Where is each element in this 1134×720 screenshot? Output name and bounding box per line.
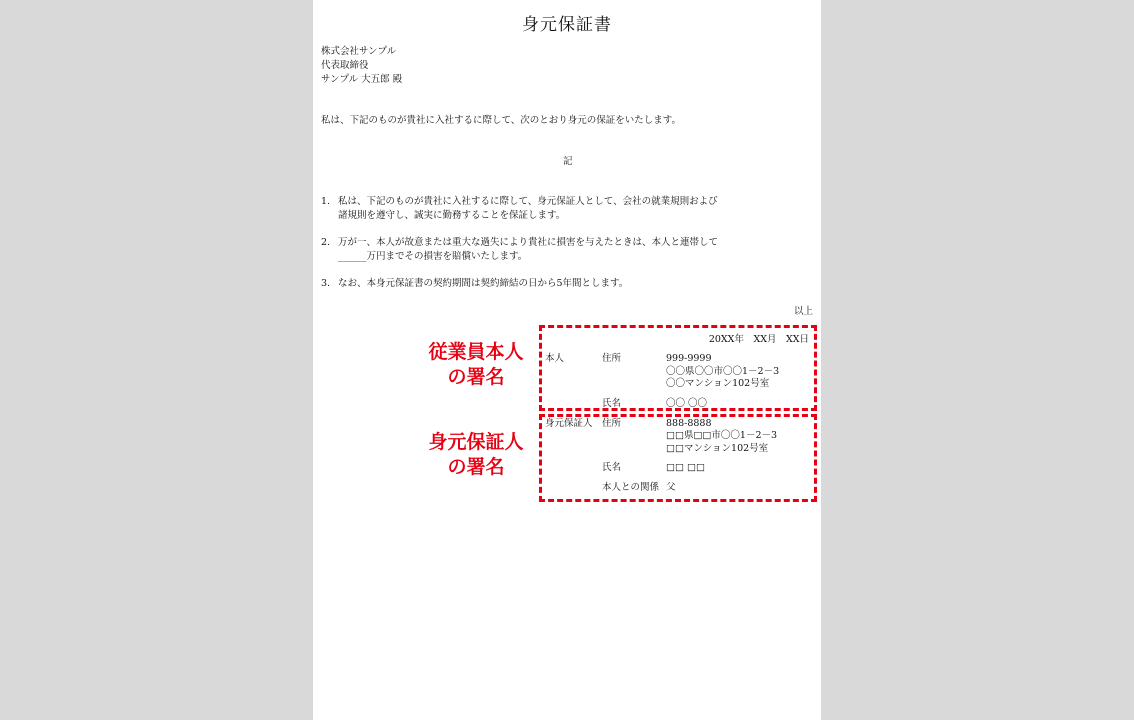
guarantor-callout-line-1: 身元保証人 [428,431,524,453]
guarantor-relation-label: 本人との関係 [602,482,660,493]
clause-3-line-1: なお、本身元保証書の契約期間は契約締結の日から5年間とします。 [338,278,629,289]
guarantor-address-label: 住所 [602,418,622,429]
guarantor-callout-line-2: の署名 [447,456,505,478]
addressee-position: 代表取締役 [321,60,369,71]
employee-callout-line-1: 従業員本人 [428,341,524,363]
guarantor-address-1: □□県□□市〇〇1－2－3 [666,430,778,441]
clause-1-line-1: 私は、下記のものが貴社に入社するに際して、身元保証人として、会社の就業規則および [338,196,718,207]
employee-address-label: 住所 [602,353,622,364]
intro-text: 私は、下記のものが貴社に入社するに際して、次のとおり身元の保証をいたします。 [321,115,682,126]
employee-postal: 999-9999 [666,353,712,364]
closing-text: 以上 [793,306,813,317]
addressee-name: サンプル 大五郎 殿 [321,74,403,85]
clause-3-number: 3. [321,278,331,289]
clause-2-number: 2. [321,237,331,248]
date-text: 20XX年 XX月 XX日 [708,334,809,345]
guarantor-relation: 父 [666,482,676,493]
guarantor-label: 身元保証人 [545,418,593,429]
clause-2-line-1: 万が一、本人が故意または重大な過失により貴社に損害を与えたときは、本人と連帯して [338,237,719,248]
employee-name: 〇〇 〇〇 [666,398,708,409]
employee-name-label: 氏名 [602,398,622,409]
employee-address-2: 〇〇マンション102号室 [666,378,770,389]
document-title: 身元保証書 [522,15,612,35]
employee-callout-line-2: の署名 [447,366,505,388]
employee-signature-highlight [539,325,817,411]
guarantor-name-label: 氏名 [602,462,622,473]
guarantor-name: □□ □□ [666,462,705,473]
guarantor-signature-highlight [539,414,817,502]
ki-heading: 記 [563,156,573,167]
employee-label: 本人 [545,353,565,364]
guarantor-postal: 888-8888 [666,418,712,429]
employee-address-1: 〇〇県〇〇市〇〇1－2－3 [666,366,780,377]
addressee-company: 株式会社サンプル [321,46,397,57]
employee-signature-callout [420,340,532,390]
guarantor-signature-callout [420,430,532,480]
clause-1-line-2: 諸規則を遵守し、誠実に勤務することを保証します。 [338,210,566,221]
clause-2-line-2: ______万円までその損害を賠償いたします。 [338,251,528,262]
guarantor-address-2: □□マンション102号室 [666,443,769,454]
clause-1-number: 1. [321,196,331,207]
